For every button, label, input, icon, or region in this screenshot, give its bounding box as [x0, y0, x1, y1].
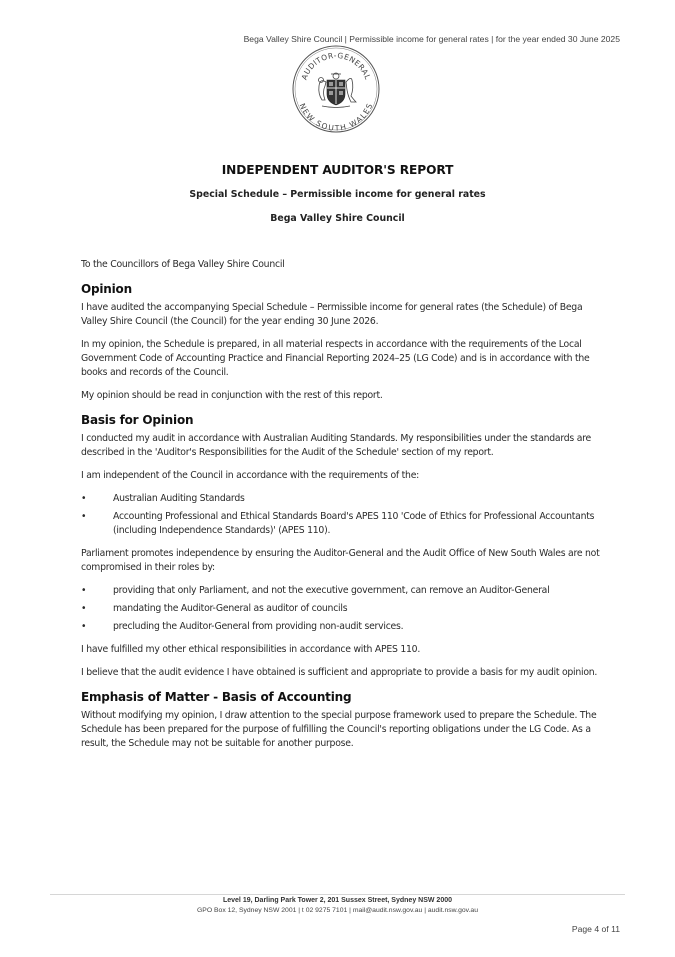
report-body — [81, 258, 601, 760]
bullet-icon: • — [81, 511, 87, 522]
seal-graphic — [291, 44, 381, 134]
list-item: • Australian Auditing Standards — [81, 493, 245, 504]
auditor-general-seal-icon — [291, 44, 381, 134]
list-item: • providing that only Parliament, and not the executive government, can remove an Auditor-General — [81, 585, 550, 596]
report-title: INDEPENDENT AUDITOR'S REPORT — [221, 163, 454, 177]
list-item: • Accounting Professional and Ethical Standards Board's APES 110 'Code of Ethics for Professional Accountants (including Independence Standards)' (APES 110). — [81, 511, 595, 536]
emphasis-heading: Emphasis of Matter - Basis of Accounting — [81, 690, 352, 704]
bullet-icon: • — [81, 585, 87, 596]
opinion-heading: Opinion — [81, 282, 132, 296]
report-subtitle: Special Schedule – Permissible income for general rates — [189, 189, 486, 200]
svg-text:AUDITOR-GENERAL: AUDITOR-GENERAL — [299, 50, 373, 82]
page-number: Page 4 of 11 — [571, 924, 620, 934]
basis-heading: Basis for Opinion — [81, 413, 194, 427]
basis-paragraph-1: I conducted my audit in accordance with Australian Auditing Standards. My responsibilities under the standards are described in the 'Auditor's Responsibilities for the Audit of the Schedule' section of my report. — [81, 433, 592, 458]
independence-roles-list — [81, 584, 601, 634]
opinion-paragraph-3: My opinion should be read in conjunction with the rest of this report. — [81, 390, 383, 401]
opinion-paragraph-1: I have audited the accompanying Special Schedule – Permissible income for general rates (the Schedule) of Bega Valley Shire Council (the Council) for the year ending 30 June 2026. — [81, 302, 583, 327]
basis-paragraph-4: I have fulfilled my other ethical responsibilities in accordance with APES 110. — [81, 644, 421, 655]
bullet-icon: • — [81, 493, 87, 504]
basis-paragraph-5: I believe that the audit evidence I have obtained is sufficient and appropriate to provide a basis for my audit opinion. — [81, 667, 598, 678]
svg-text:NEW SOUTH WALES: NEW SOUTH WALES — [297, 101, 375, 133]
basis-paragraph-3: Parliament promotes independence by ensuring the Auditor-General and the Audit Office of New South Wales are not compromised in their roles by: — [81, 548, 600, 573]
footer-address-line-1: Level 19, Darling Park Tower 2, 201 Sussex Street, Sydney NSW 2000 — [222, 897, 453, 904]
council-name: Bega Valley Shire Council — [270, 213, 405, 224]
independence-standards-list — [81, 492, 601, 538]
salutation: To the Councillors of Bega Valley Shire Council — [81, 259, 285, 270]
opinion-paragraph-2: In my opinion, the Schedule is prepared, in all material respects in accordance with the requirements of the Local Government Code of Accounting Practice and Financial Reporting 2024–25 (LG Code) and is in accordance with the books and records of the Council. — [81, 339, 590, 378]
running-header: Bega Valley Shire Council | Permissible income for general rates | for the year ended 30 June 2025 — [243, 34, 620, 44]
basis-paragraph-2: I am independent of the Council in accordance with the requirements of the: — [81, 470, 420, 481]
bullet-icon: • — [81, 603, 87, 614]
list-item: • precluding the Auditor-General from providing non-audit services. — [81, 621, 404, 632]
footer-address-line-2: GPO Box 12, Sydney NSW 2001 | t 02 9275 7101 | mail@audit.nsw.gov.au | audit.nsw.gov.au — [197, 907, 478, 914]
emphasis-paragraph-1: Without modifying my opinion, I draw attention to the special purpose framework used to prepare the Schedule. The Schedule has been prepared for the purpose of fulfilling the Council's reporting obligations under the LG Code. As a result, the Schedule may not be suitable for another purpose. — [81, 710, 597, 749]
footer-divider — [50, 894, 625, 895]
list-item: • mandating the Auditor-General as auditor of councils — [81, 603, 348, 614]
bullet-icon: • — [81, 621, 87, 632]
